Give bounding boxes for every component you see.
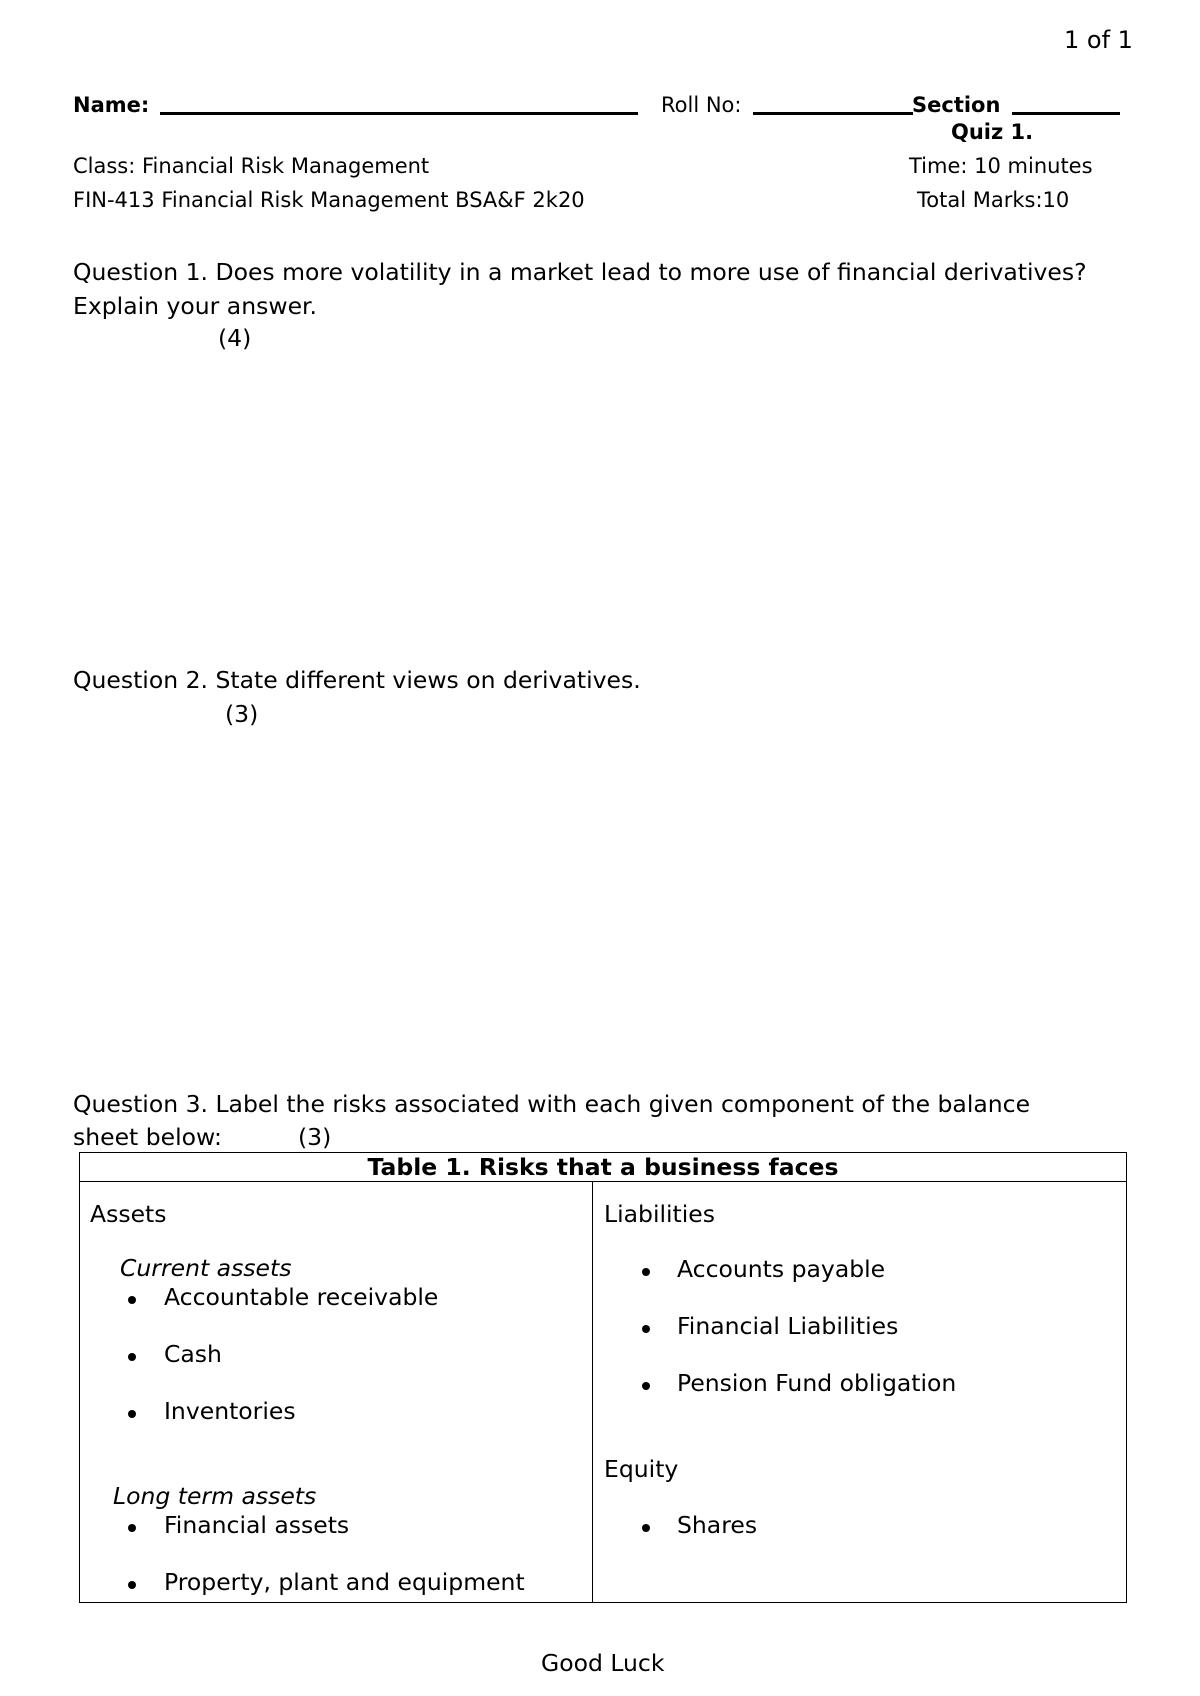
time-line: Time: 10 minutes (909, 154, 1093, 178)
question-1-line-1: Question 1. Does more volatility in a market lead to more use of financial derivatives? (73, 258, 1087, 286)
class-line: Class: Financial Risk Management (73, 154, 430, 178)
bullet-icon (642, 1268, 650, 1276)
footer-good-luck: Good Luck (541, 1649, 665, 1677)
equity-heading: Equity (604, 1455, 679, 1483)
liability-item: Financial Liabilities (677, 1312, 899, 1340)
bullet-icon (128, 1296, 136, 1304)
name-label: Name: (73, 93, 150, 117)
table-caption: Table 1. Risks that a business faces (80, 1153, 1127, 1182)
bullet-icon (128, 1353, 136, 1361)
question-2-line-1: Question 2. State different views on derivatives. (73, 666, 641, 694)
section-label: Section (912, 93, 1001, 117)
bullet-icon (128, 1581, 136, 1589)
liabilities-cell (593, 1182, 1127, 1603)
question-1-line-2: Explain your answer. (73, 292, 317, 320)
page-number: 1 of 1 (1064, 26, 1133, 54)
bullet-icon (642, 1382, 650, 1390)
question-3-line-1: Question 3. Label the risks associated with each given component of the balance (73, 1090, 1031, 1118)
asset-item: Property, plant and equipment (164, 1568, 525, 1596)
bullet-icon (642, 1524, 650, 1532)
liability-item: Pension Fund obligation (677, 1369, 957, 1397)
question-1-marks: (4) (218, 324, 252, 352)
long-term-assets-heading: Long term assets (113, 1482, 317, 1510)
liabilities-heading: Liabilities (604, 1200, 715, 1228)
total-marks-line: Total Marks:10 (917, 188, 1070, 212)
asset-item: Inventories (164, 1397, 296, 1425)
quiz-title: Quiz 1. (951, 120, 1034, 144)
bullet-icon (128, 1524, 136, 1532)
name-field-line[interactable] (160, 112, 638, 115)
roll-no-label: Roll No: (661, 93, 742, 117)
asset-item: Accountable receivable (164, 1283, 439, 1311)
course-line: FIN-413 Financial Risk Management BSA&F 2k20 (73, 188, 585, 212)
bullet-icon (642, 1325, 650, 1333)
roll-no-field-line[interactable] (753, 112, 913, 115)
risk-table (79, 1152, 1127, 1603)
question-3-marks: (3) (298, 1123, 332, 1151)
assets-cell (80, 1182, 593, 1603)
asset-item: Financial assets (164, 1511, 350, 1539)
equity-item: Shares (677, 1511, 758, 1539)
question-3-line-2: sheet below: (73, 1123, 222, 1151)
section-field-line[interactable] (1012, 112, 1120, 115)
liability-item: Accounts payable (677, 1255, 886, 1283)
current-assets-heading: Current assets (120, 1254, 292, 1282)
asset-item: Cash (164, 1340, 222, 1368)
assets-heading: Assets (90, 1200, 167, 1228)
bullet-icon (128, 1410, 136, 1418)
question-2-marks: (3) (225, 700, 259, 728)
